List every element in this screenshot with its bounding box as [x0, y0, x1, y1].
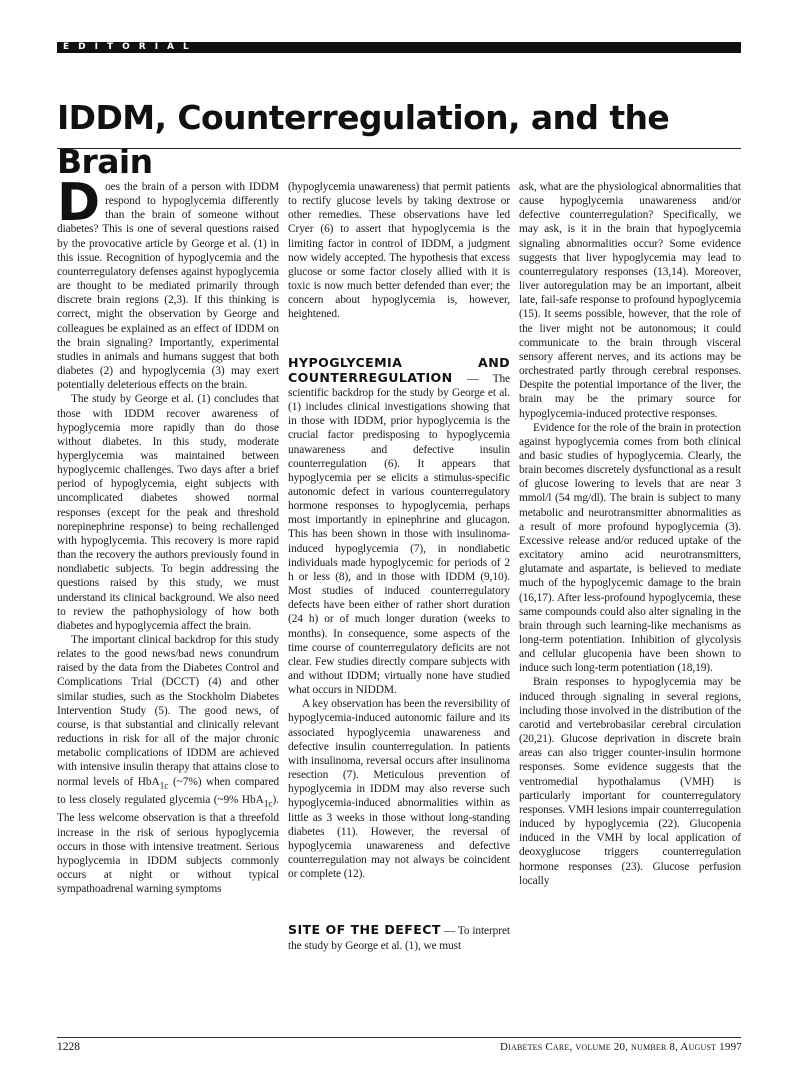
section-heading: SITE OF THE DEFECT — [288, 922, 441, 938]
paragraph — [57, 173, 279, 392]
paragraph-text: — The scientific backdrop for the study by George et al. (1) includes clinical investigations showing that in those with IDDM, prior hypoglycemia is the crucial factor predisposing to hypoglycemia unawareness and defective insulin counterregulation (6). It appears that hypoglycemia per se elicits a stimulus-specific autonomic defect in various counterregulatory hormone responses to hypoglycemia, perhaps most importantly in epinephrine and glucagon. This has been shown in those with insulinoma-induced hypoglycemia (7), in nondiabetic individuals made hypoglycemic for periods of 2 h or less (8), and in those with IDDM (9,10). Most studies of induced counterregulatory defects have been either of rather short duration (24 h) or of much longer duration (weeks to months). In consequence, some aspects of the time course of counterregulatory deficits are not clear. Few studies directly compare subjects with and without IDDM; virtually none have studied what occurs in NIDDM. — [288, 372, 510, 697]
column-2 — [288, 180, 510, 953]
paragraph-text: ). The less welcome observation is that a threefold increase in the risk of serious hypoglycemia occurs in those with intensive treatment. Serious hypoglycemia in IDDM subjects commonly occurs at night or without typical sympathoadrenal warning symptoms — [57, 794, 279, 896]
page-number: 1228 — [57, 1041, 80, 1053]
section-heading: HYPOGLYCEMIA AND COUNTERREGULATION — [288, 354, 510, 385]
subscript: 1c — [263, 799, 273, 810]
paragraph: (hypoglycemia unawareness) that permit patients to rectify glucose levels by taking dextrose or other remedies. These observations have led Cryer (6) to assert that hypoglycemia is the limiting factor in control of IDDM, a judgment now widely accepted. The hypothesis that excess glucose or some factor closely allied with it is toxic is now much better defended than ever; the concern about hypoglycemia is, however, heightened. — [288, 181, 510, 321]
paragraph: A key observation has been the reversibility of hypoglycemia-induced autonomic failure and its associated hypoglycemia unawareness and defective insulin counterregulation. In patients with insulinoma, reversal occurs after insulinoma resection (7). Meticulous prevention of hypoglycemia in IDDM may also reverse such hypoglycemia-induced abnormalities within as little as 3 weeks in those without long-standing diabetes (11). However, the reversal of hypoglycemia unawareness and defective counterregulation may not always be coincident or complete (12). — [288, 698, 510, 881]
paragraph — [288, 356, 510, 698]
drop-cap: D — [57, 173, 101, 233]
journal-citation: Diabetes Care, volume 20, number 8, August 1997 — [499, 1041, 742, 1053]
section-gap — [288, 322, 510, 356]
editorial-banner — [57, 42, 741, 53]
footer-rule — [57, 1037, 741, 1038]
paragraph: Brain responses to hypoglycemia may be induced through signaling in several regions, including those involved in the distribution of the carotid and vertebrobasilar cerebral circulation (20,21). Glucose deprivation in discrete brain areas can also trigger counter-insulin hormone responses. Some evidence suggests that the ventromedial hypothalamus (VMH) is particularly important for counterregulatory responses. VMH lesions impair counterregulation induced by hypoglycemia (22). Glucopenia induced in the VMH by local application of deoxyglucose triggers counterregulation hormone responses (23). Glucose perfusion locally — [519, 676, 741, 887]
column-1 — [57, 173, 279, 896]
title-rule — [57, 148, 741, 149]
paragraph — [288, 923, 510, 952]
paragraph-text: oes the brain of a person with IDDM respond to hypoglycemia differently than the brain of someone without diabetes? This is one of several questions raised by the provocative article by George et al. (1) in this issue. Recognition of hypoglycemia and the counterregulatory defenses against hypoglycemia are thought to be mediated primarily through discrete brain regions (2,3). If this thinking is correct, might the observation by George and colleagues be explained as an effect of IDDM on the brain signaling? Importantly, experimental studies in animals and humans suggest that both diabetes (2) and hypoglycemia (3) may exert potentially deleterious effects on the brain. — [57, 181, 279, 392]
section-gap — [288, 881, 510, 923]
banner-label: EDITORIAL — [63, 42, 198, 52]
column-3 — [519, 180, 741, 888]
paragraph-text: (~7%) when compared to less closely regulated glycemia (~9% HbA — [57, 775, 279, 806]
paragraph: The study by George et al. (1) concludes that those with IDDM recover awareness of hypoglycemia more rapidly than do those without diabetes. In this study, moderate hyperglycemia was maintained between hypoglycemic challenges. Two days after a brief period of hypoglycemia, eight subjects with uncomplicated diabetes showed normal responses (except for the peak and threshold norepinephrine response) to being rechallenged with hypoglycemia. This recovery is more rapid than the recovery the authors previously found in nondiabetic subjects. To begin addressing the questions raised by this study, we must understand its clinical background. We also need to review the pathophysiology of how both diabetes and hypoglycemia affect the brain. — [57, 393, 279, 632]
paragraph: ask, what are the physiological abnormalities that cause hypoglycemia unawareness and/or defective counterregulation? Specifically, we may ask, is it in the brain that hypoglycemia signaling abnormalities occur? Some evidence suggests that liver hypoglycemia may lead to counterregulatory responses (13,14). Moreover, liver autoregulation may be an important, albeit late, fail-safe response to profound hypoglycemia (15). It seems possible, however, that the role of the liver might not be autonomous; it could communicate to the brain through visceral sensory afferent nerves, and its actions may be orchestrated partly through cerebral responses. Despite the potential importance of the liver, the brain may be the primary source for hypoglycemia-induced protective responses. — [519, 181, 741, 420]
article-title: IDDM, Counterregulation, and the Brain — [57, 98, 670, 181]
paragraph-text: — To interpret the study by George et al. (1), we must — [288, 925, 510, 952]
subscript: 1c — [159, 780, 169, 791]
paragraph-text: The important clinical backdrop for this study relates to the good news/bad news conundrum raised by the data from the Diabetes Control and Complications Trial (DCCT) (4) and other similar studies, such as the Stockholm Diabetes Intervention Study (5). The good news, of course, is that substantial and clinically relevant reductions in risk for all of the major chronic metabolic complications of IDDM are achieved with intensive insulin therapy that attains close to normal levels of HbA — [57, 634, 279, 788]
paragraph: Evidence for the role of the brain in protection against hypoglycemia comes from both clinical and basic studies of hypoglycemia. Clearly, the brain becomes discretely dysfunctional as a result of glucose lowering to levels that are near 3 mmol/l (54 mg/dl). The brain is subject to many metabolic and neurotransmitter abnormalities as a result of more profound hypoglycemia (3). Excessive release and/or reduced uptake of the excitatory amino acid neurotransmitters, glutamate and aspartate, is believed to mediate much of the hypoglycemic damage to the brain (16,17). After less-profound hypoglycemia, these same compounds could also alter signaling in the brain through such learning-like mechanisms as long-term potentiation. Inhibition of glycolysis and cellular glucopenia have been shown to induce such long-term potentiation (18,19). — [519, 421, 741, 675]
paragraph — [57, 633, 279, 896]
